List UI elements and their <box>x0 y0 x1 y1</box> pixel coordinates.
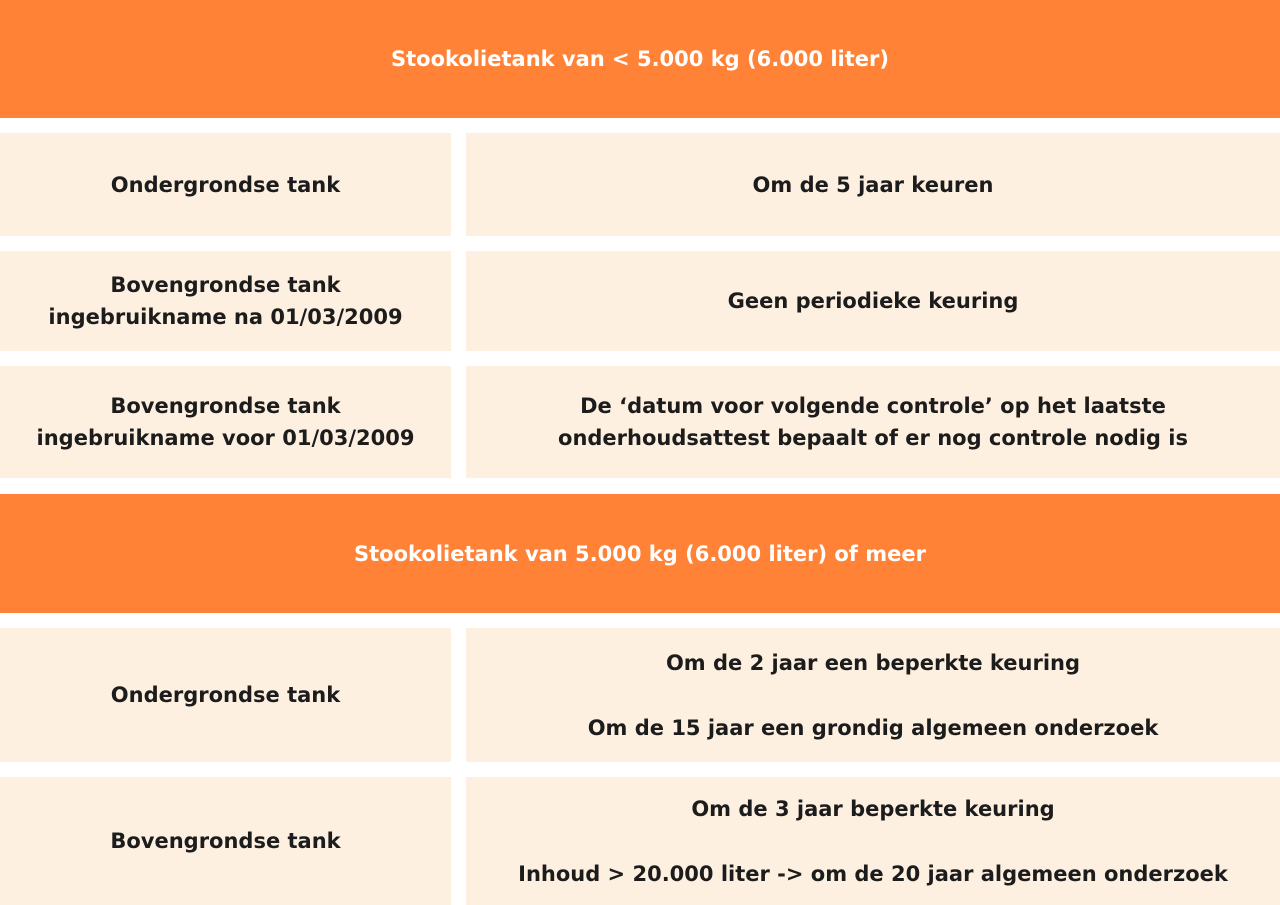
section-header-small-tank <box>0 0 1280 118</box>
tank-type-text: Ondergrondse tank <box>110 683 341 707</box>
inspection-rule-text: Om de 5 jaar keuren <box>752 172 994 197</box>
inspection-rule-cell <box>466 251 1280 351</box>
inspection-rule-cell <box>466 777 1280 905</box>
section-title: Stookolietank van 5.000 kg (6.000 liter) of meer <box>354 541 926 566</box>
tank-type-text: ingebruikname na 01/03/2009 <box>48 305 403 329</box>
tank-type-text: ingebruikname voor 01/03/2009 <box>36 426 415 450</box>
inspection-rule-text: Inhoud > 20.000 liter -> om de 20 jaar algemeen onderzoek <box>518 861 1228 886</box>
inspection-rule-text: Geen periodieke keuring <box>727 289 1019 313</box>
tank-type-cell <box>0 251 451 351</box>
tank-type-cell <box>0 366 451 478</box>
inspection-rule-cell <box>466 366 1280 478</box>
inspection-rule-cell <box>466 133 1280 236</box>
section-header-large-tank <box>0 494 1280 613</box>
section-title: Stookolietank van < 5.000 kg (6.000 liter) <box>391 47 889 71</box>
inspection-rule-cell <box>466 628 1280 762</box>
tank-type-text: Bovengrondse tank <box>110 829 341 853</box>
inspection-rule-text: De ‘datum voor volgende controle’ op het laatste <box>580 394 1166 418</box>
inspection-rule-text: Om de 3 jaar beperkte keuring <box>691 796 1055 821</box>
tank-type-text: Ondergrondse tank <box>110 172 341 197</box>
inspection-rule-text: onderhoudsattest bepaalt of er nog controle nodig is <box>558 426 1188 450</box>
tank-type-text: Bovengrondse tank <box>110 273 341 297</box>
tank-type-cell <box>0 628 451 762</box>
inspection-rule-text: Om de 15 jaar een grondig algemeen onderzoek <box>587 715 1159 740</box>
tank-type-cell <box>0 133 451 236</box>
inspection-rule-text: Om de 2 jaar een beperkte keuring <box>665 650 1081 675</box>
tank-type-text: Bovengrondse tank <box>110 394 341 418</box>
tank-type-cell <box>0 777 451 905</box>
